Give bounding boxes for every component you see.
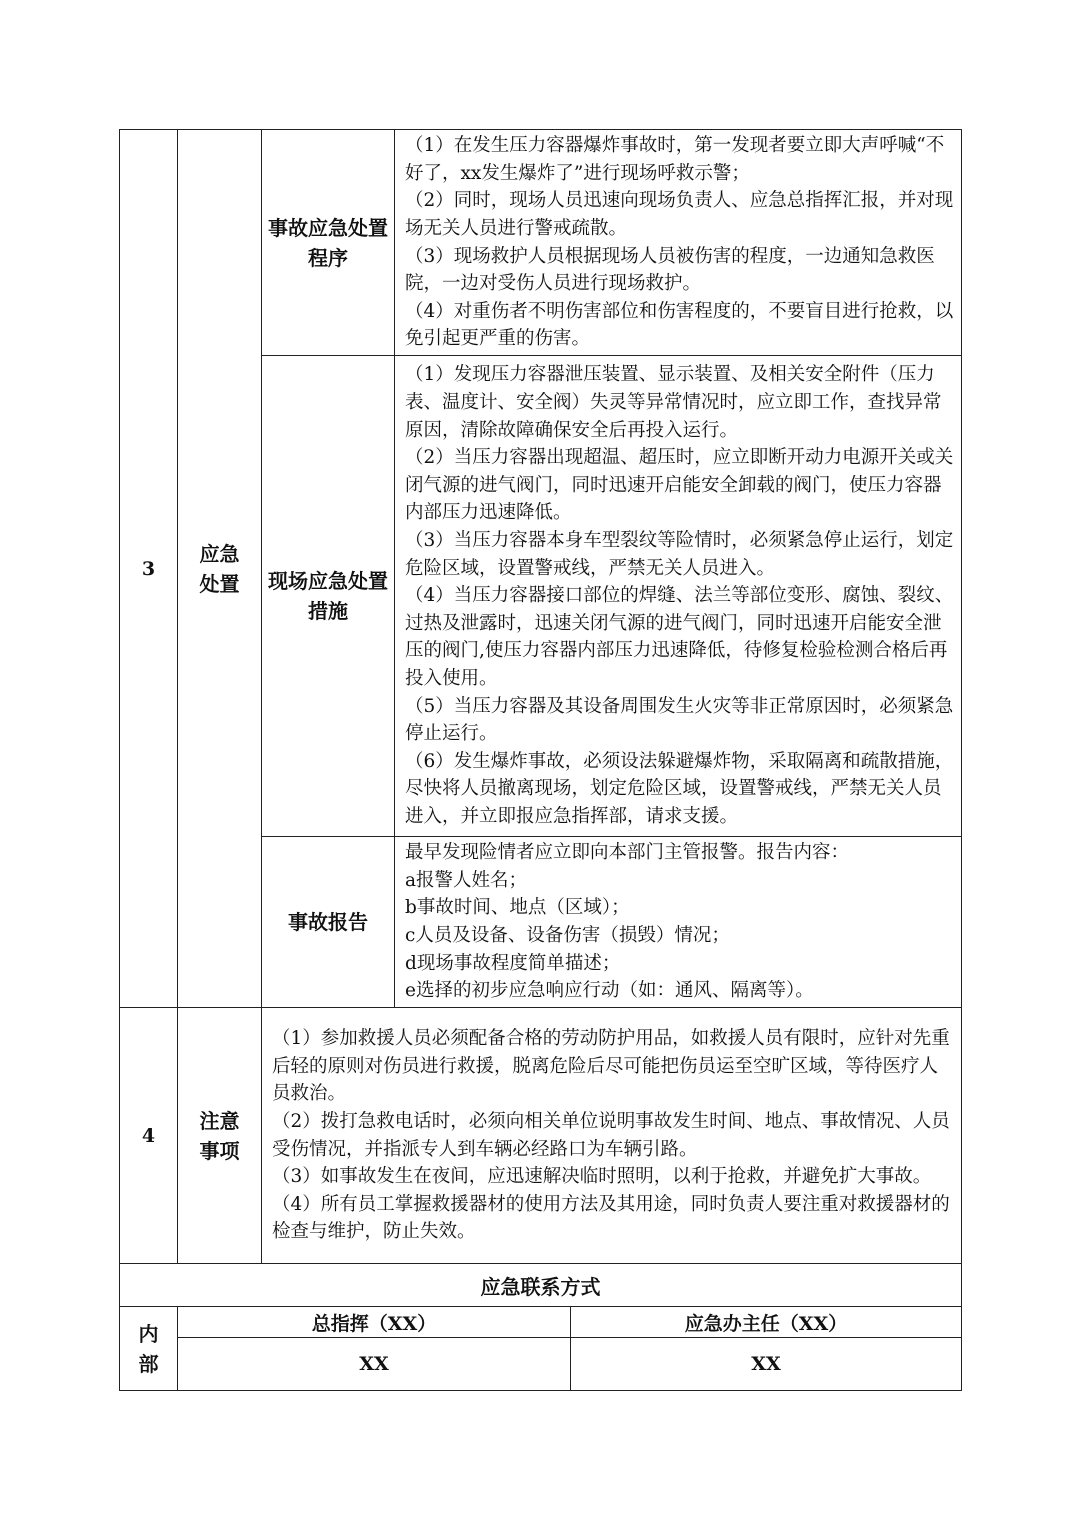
section4-content [262,1008,962,1264]
procedure-line: （1）在发生压力容器爆炸事故时，第一发现者要立即大声呼喊“不好了，xx发生爆炸了”进行现场呼救示警； [405,135,945,184]
office-director-title: 应急办主任（XX） [571,1307,962,1338]
internal-label [120,1307,178,1391]
contacts-heading-row [120,1264,962,1307]
notice-line: （3）如事故发生在夜间，应迅速解决临时照明，以利于抢救，并避免扩大事故。 [272,1166,932,1188]
internal-label-text: 内 部 [138,1321,159,1376]
section3-number: 3 [120,130,178,1008]
measures-line: （3）当压力容器本身车型裂纹等险情时，必须紧急停止运行，划定危险区域，设置警戒线，严禁无关人员进入。 [405,530,954,579]
measures-line: （2）当压力容器出现超温、超压时，应立即断开动力电源开关或关闭气源的进气阀门，同时迅速开启能安全卸载的阀门，使压力容器内部压力迅速降低。 [405,447,954,524]
procedure-line: （2）同时，现场人员迅速向现场负责人、应急总指挥汇报，并对现场无关人员进行警戒疏散。 [405,190,954,239]
measures-line: （6）发生爆炸事故，必须设法躲避爆炸物，采取隔离和疏散措施，尽快将人员撤离现场，划定危险区域，设置警戒线，严禁无关人员进入，并立即报应急指挥部，请求支援。 [405,750,954,827]
notice-line: （1）参加救援人员必须配备合格的劳动防护用品，如救援人员有限时，应针对先重后轻的原则对伤员进行救援，脱离危险后尽可能把伤员运至空旷区域，等待医疗人员救治。 [272,1028,950,1105]
section4-category-text: 注意 事项 [199,1108,240,1163]
contacts-heading: 应急联系方式 [120,1264,962,1307]
procedure-title: 事故应急处置程序 [262,130,395,356]
commander-title: 总指挥（XX） [178,1307,571,1338]
measures-content [395,356,962,837]
section3-row-procedure [120,130,962,356]
section3-category [178,130,262,1008]
report-title: 事故报告 [262,837,395,1008]
commander-value: XX [178,1338,571,1391]
section3-category-text: 应急 处置 [199,541,240,596]
section4-category [178,1008,262,1264]
measures-title: 现场应急处置措施 [262,356,395,837]
contacts-title-row [120,1307,962,1338]
emergency-plan-table [119,129,962,1391]
notice-line: （4）所有员工掌握救援器材的使用方法及其用途，同时负责人要注重对救援器材的检查与维护，防止失效。 [272,1193,950,1243]
office-director-value: XX [571,1338,962,1391]
procedure-line: （4）对重伤者不明伤害部位和伤害程度的，不要盲目进行抢救，以免引起更严重的伤害。 [405,300,954,350]
section4-number: 4 [120,1008,178,1264]
measures-line: （5）当压力容器及其设备周围发生火灾等非正常原因时，必须紧急停止运行。 [405,695,954,745]
report-line: c人员及设备、设备伤害（损毁）情况； [405,925,730,946]
report-line: b事故时间、地点（区域）； [405,897,630,919]
report-line: e选择的初步应急响应行动（如：通风、隔离等）。 [405,980,814,1002]
report-line: d现场事故程度简单描述； [405,952,621,974]
report-content [395,837,962,1008]
contacts-value-row [120,1338,962,1391]
report-line: a报警人姓名； [405,869,528,891]
section4-row [120,1008,962,1264]
report-line: 最早发现险情者应立即向本部门主管报警。报告内容： [405,842,850,864]
measures-line: （1）发现压力容器泄压装置、显示装置、及相关安全附件（压力表、温度计、安全阀）失灵等异常情况时，应立即工作，查找异常原因，清除故障确保安全后再投入运行。 [405,364,942,441]
procedure-line: （3）现场救护人员根据现场人员被伤害的程度，一边通知急救医院，一边对受伤人员进行现场救护。 [405,245,935,295]
measures-line: （4）当压力容器接口部位的焊缝、法兰等部位变形、腐蚀、裂纹、过热及泄露时，迅速关闭气源的进气阀门，同时迅速开启能安全泄压的阀门,使压力容器内部压力迅速降低，待修复检验检测合格后再投入使用。 [405,585,954,689]
notice-line: （2）拨打急救电话时，必须向相关单位说明事故发生时间、地点、事故情况、人员受伤情况，并指派专人到车辆必经路口为车辆引路。 [272,1110,950,1160]
procedure-content [395,130,962,356]
